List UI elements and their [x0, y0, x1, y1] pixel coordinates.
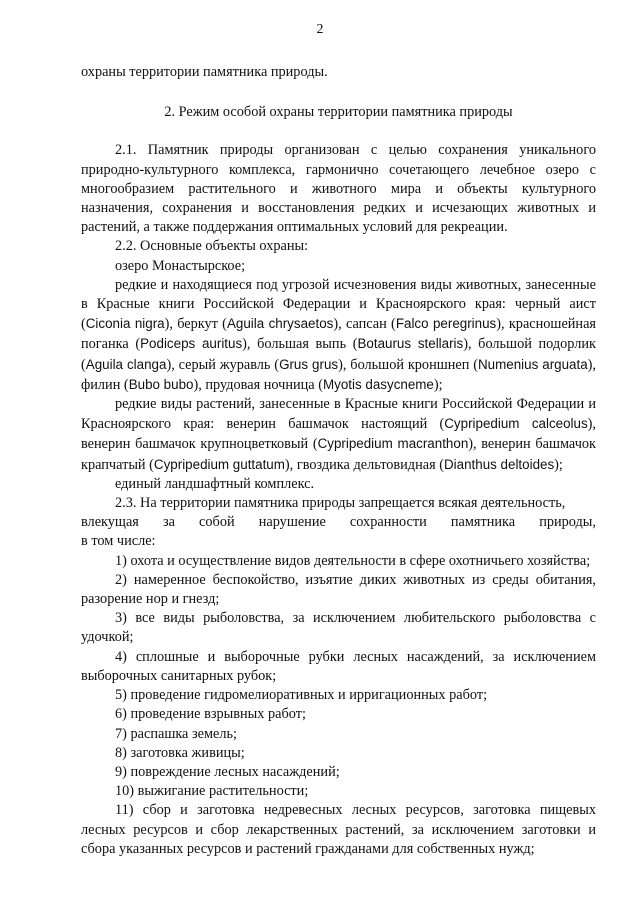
- prohibition-item: 1) охота и осуществление видов деятельности в сфере охотничьего хозяйства;: [115, 552, 591, 569]
- carry-over-text: охраны территории памятника природы.: [81, 64, 328, 80]
- prohibition-item: 7) распашка земель;: [115, 725, 237, 742]
- paragraph-2-1: 2.1. Памятник природы организован с целью сохранения уникального природно-культурного комплекса, гармонично сочетающего лечебное озеро с многообразием растительного и животного мира и объекты культурного назначения, сохранения и восстановления редких и исчезающих животных и растений, а также поддержания оптимальных условий для рекреации.: [81, 142, 596, 236]
- prohibition-item: 6) проведение взрывных работ;: [115, 706, 306, 723]
- latin-name: Podiceps auritus: [140, 336, 243, 352]
- animals-text: );: [433, 376, 443, 393]
- animals-intro: редкие и находящиеся под угрозой исчезновения виды животных, занесенные в Красные книги Российской Федерации и Красноярского края: черный аист (: [81, 276, 596, 333]
- protected-plants: [81, 395, 596, 475]
- protected-animals: [81, 276, 596, 395]
- protected-lake: озеро Монастырское;: [115, 257, 246, 274]
- latin-name: Botaurus stellaris: [357, 336, 464, 352]
- latin-name: Numenius arguata: [477, 356, 588, 372]
- prohibition-item: 9) повреждение лесных насаждений;: [115, 763, 340, 780]
- prohibition-item: 5) проведение гидромелиоративных и ирригационных работ;: [115, 687, 488, 704]
- animals-text: ), прудовая ночница (: [193, 376, 323, 393]
- latin-name: Cypripedium macranthon: [317, 436, 469, 452]
- latin-name: Grus grus: [279, 356, 339, 372]
- prohibition-item: 4) сплошные и выборочные рубки лесных насаждений, за исключением выборочных санитарных рубок;: [81, 648, 596, 684]
- latin-name: Dianthus deltoides: [443, 456, 555, 472]
- section-title: 2. Режим особой охраны территории памятника природы: [164, 104, 513, 121]
- animals-text: ), большой кроншнеп (: [338, 356, 478, 373]
- animals-text: ), красношейная поганка (: [81, 316, 597, 353]
- prohibition-item: 3) все виды рыболовства, за исключением любительского рыболовства с удочкой;: [81, 610, 596, 646]
- prohibition-item: 10) выжигание растительности;: [115, 783, 309, 800]
- animals-text: ), большая выпь (: [242, 336, 358, 353]
- latin-name: Myotis dasycneme: [323, 376, 434, 392]
- latin-name: Aguila chrysaetos: [226, 316, 334, 332]
- animals-text: ), сапсан (: [333, 316, 396, 333]
- paragraph-2-3-line-2: влекущая за собой нарушение сохранности памятника природы,: [81, 514, 596, 531]
- page-number: 2: [316, 22, 324, 37]
- plants-intro: редкие виды растений, занесенные в Красные книги Российской Федерации и Красноярского края: венерин башмачок настоящий (: [81, 396, 596, 433]
- prohibition-item: 8) заготовка живицы;: [115, 744, 245, 761]
- prohibition-item: 11) сбор и заготовка недревесных лесных ресурсов, заготовка пищевых лесных ресурсов и сбор лекарственных растений, за исключением заготовки и сбора указанных ресурсов и растений гражданами для собственных нужд;: [81, 802, 596, 857]
- latin-name: Falco peregrinus: [395, 316, 497, 332]
- document-body: [81, 63, 596, 859]
- paragraph-2-3-line-1: 2.3. На территории памятника природы запрещается всякая деятельность,: [115, 495, 566, 512]
- animals-text: ), филин (: [81, 356, 597, 393]
- landscape-complex: единый ландшафтный комплекс.: [115, 475, 315, 492]
- latin-name: Bubo bubo: [128, 376, 194, 392]
- plants-text: ), венерин башмачок крапчатый (: [81, 436, 596, 473]
- animals-text: ), серый журавль (: [166, 356, 280, 373]
- latin-name: Aguila clanga: [85, 356, 167, 372]
- latin-name: Ciconia nigra: [85, 316, 165, 332]
- latin-name: Cypripedium calceolus: [444, 416, 588, 432]
- plants-text: ), гвоздика дельтовидная (: [284, 456, 444, 473]
- paragraph-2-3-line-3: в том числе:: [81, 533, 156, 550]
- plants-text: ), венерин башмачок крупноцветковый (: [81, 416, 596, 453]
- animals-text: ), беркут (: [164, 316, 227, 333]
- prohibition-item: 2) намеренное беспокойство, изъятие диких животных из среды обитания, разорение нор и гнезд;: [81, 571, 596, 608]
- latin-name: Cypripedium guttatum: [153, 456, 285, 472]
- paragraph-2-2: 2.2. Основные объекты охраны:: [115, 238, 309, 255]
- animals-text: ), большой подорлик (: [81, 336, 596, 373]
- plants-text: );: [554, 456, 563, 473]
